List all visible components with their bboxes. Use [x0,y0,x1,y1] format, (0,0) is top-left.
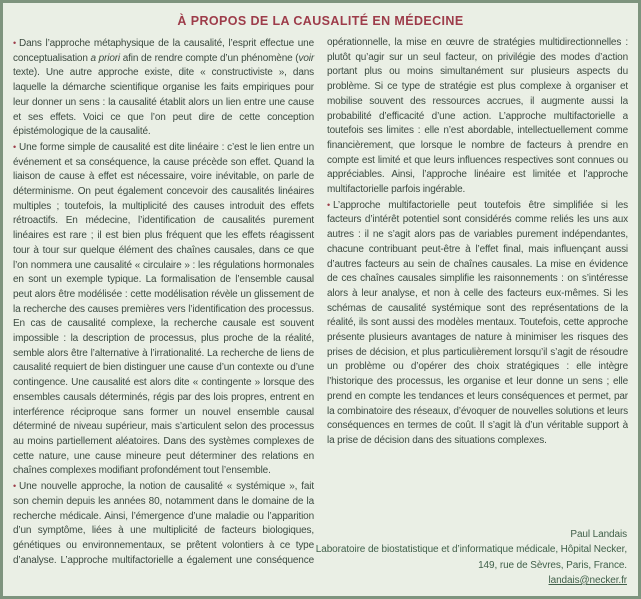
paragraph-text: Dans l’approche métaphysique de la causalité, l’esprit effectue une conceptualisation [13,38,314,64]
bullet-icon: • [13,38,17,48]
email-link[interactable]: landais@necker.fr [548,574,627,586]
paragraph-text: L’approche multifactorielle peut toutefois être simplifiée si les facteurs d’intérêt potentiel sont considérés comme reliés les uns aux autres : il ne s’agit alors pas de variables purement indépendantes, chacune contribuant peut-être à l’effet final, mais influençant aussi d’autres facteurs au sein de chaînes causales. La mise en évidence de ces chaînes causales simplifie les raisonnements : on s’intéresse alors à leur analyse, et non à celle des facteurs eux-mêmes. Si les schémas de causalité systémique sont des représentations de la réalité, ils sont aussi des modèles mentaux. Toutefois, cette approche présente plusieurs avantages de nature à minimiser les risques des prises de décision, et plus particulièrement lorsqu’il s’agit de résoudre un problème ou d’opérer des choix stratégiques : elle intègre l’historique des processus, les organise et leur donne un sens ; elle prend en compte les tendances et leurs conséquences et permet, par la combinatoire des réseaux, d’évoquer de nouvelles solutions et leurs conséquences en termes de coût. Il s’agit là d’un véritable support à la prise de décision dans des situations complexes. [327,199,628,446]
article-body [13,36,628,580]
signature-author: Paul Landais [570,529,627,541]
bullet-icon: • [13,141,17,152]
paragraph-text: afin de rendre compte d’un phénomène ( [119,52,299,64]
bullet-icon: • [13,481,17,492]
paragraph-multifactorielle [327,198,628,449]
bullet-icon: • [327,199,331,210]
paragraph-text: Une nouvelle approche, la notion de causalité « systémique », fait son chemin depuis les années 80, notamment dans le domaine de la recherche médicale. Ainsi, l’émergence d’une maladie ou l’apparition d’un symptôme, liées à une multiplicité de facteurs biologiques, génétiques ou environnementaux, se prêtent volontiers à ce type d’analyse. L’approche multifactorielle a également une conséquence opérationnelle, la mise en œuvre de stratégies multidirectionnelles : plutôt qu’agir sur un seul facteur, on privilégie des modes d’action portant plus ou moins simultanément sur plusieurs aspects du problème. Si ce type de stratégie est plus complexe à organiser et mobilise souvent des ressources accrues, il augmente aussi la probabilité d’efficacité d’une action. L’approche multifactorielle a toutefois ses limites : elle n’est abordable, intellectuellement comme financièrement, que lorsque le nombre de facteurs à prendre en compte est limité et que leurs influences respectives sont connues ou appréciables. Ainsi, l’approche linéaire est limitée et l’approche multifactorielle parfois ingérable. [13,37,628,566]
signature-block [307,527,627,588]
paragraph-text-italic: voir [298,52,314,64]
page-title: À PROPOS DE LA CAUSALITÉ EN MÉDECINE [177,14,464,28]
paragraph-text: Une forme simple de causalité est dite linéaire : c’est le lien entre un événement et sa conséquence, la cause précède son effet. Quand la liaison de cause à effet est nécessaire, voire inévitable, on parle de déterminisme. On peut également concevoir des causalités linéaires multiples ; toutefois, la multiplicité des causes introduit des effets rétroactifs. En médecine, l’identification de causalités purement linéaires est rare ; il est bien plus fréquent que les effets réagissent tour à tour sur quelque élément des chaînes causales, dans ce que l’on nommera une causalité « circulaire » : les régulations hormonales en sont un exemple typique. La formalisation de l’ensemble causal peut alors être modélisée : cette modélisation révèle un glissement de la recherche des causes premières vers l’identification des processus. En cas de causalité complexe, la recherche causale est souvent impossible : la description de processus, plus proche de la réalité, semble alors être l’alternative à l’irrationalité. La recherche de liens de causalité requiert de bien distinguer une cause d’un contexte ou d’une contingence. Une causalité est alors dite « contingente » lorsque des ensembles causals déterminés, régis par des lois propres, entrent en interférence réciproque sans former un nouvel ensemble causal déterminé de niveau supérieur, mais s’articulent selon des processus au moins partiellement aléatoires. Dans des systèmes complexes de cette nature, une cause mineure peut déterminer des relations en chaînes complexes modifiant profondément tout l’ensemble. [13,141,314,477]
paragraph-lineaire [13,140,314,479]
paragraph-text: texte). Une autre approche existe, dite « constructiviste », dans laquelle la démarche scientifique organise les faits empiriques pour leur donner un sens : la causalité établit alors un lien entre une cause et ses effets. Voici ce que l’on peut dire de cette conception épistémologique de la causalité. [13,67,314,138]
paragraph-text-italic: a priori [90,52,120,64]
signature-affiliation: Laboratoire de biostatistique et d’informatique médicale, Hôpital Necker, 149, rue de Sèvres, Paris, France. [315,544,627,571]
paragraph-metaphysique [13,36,314,140]
